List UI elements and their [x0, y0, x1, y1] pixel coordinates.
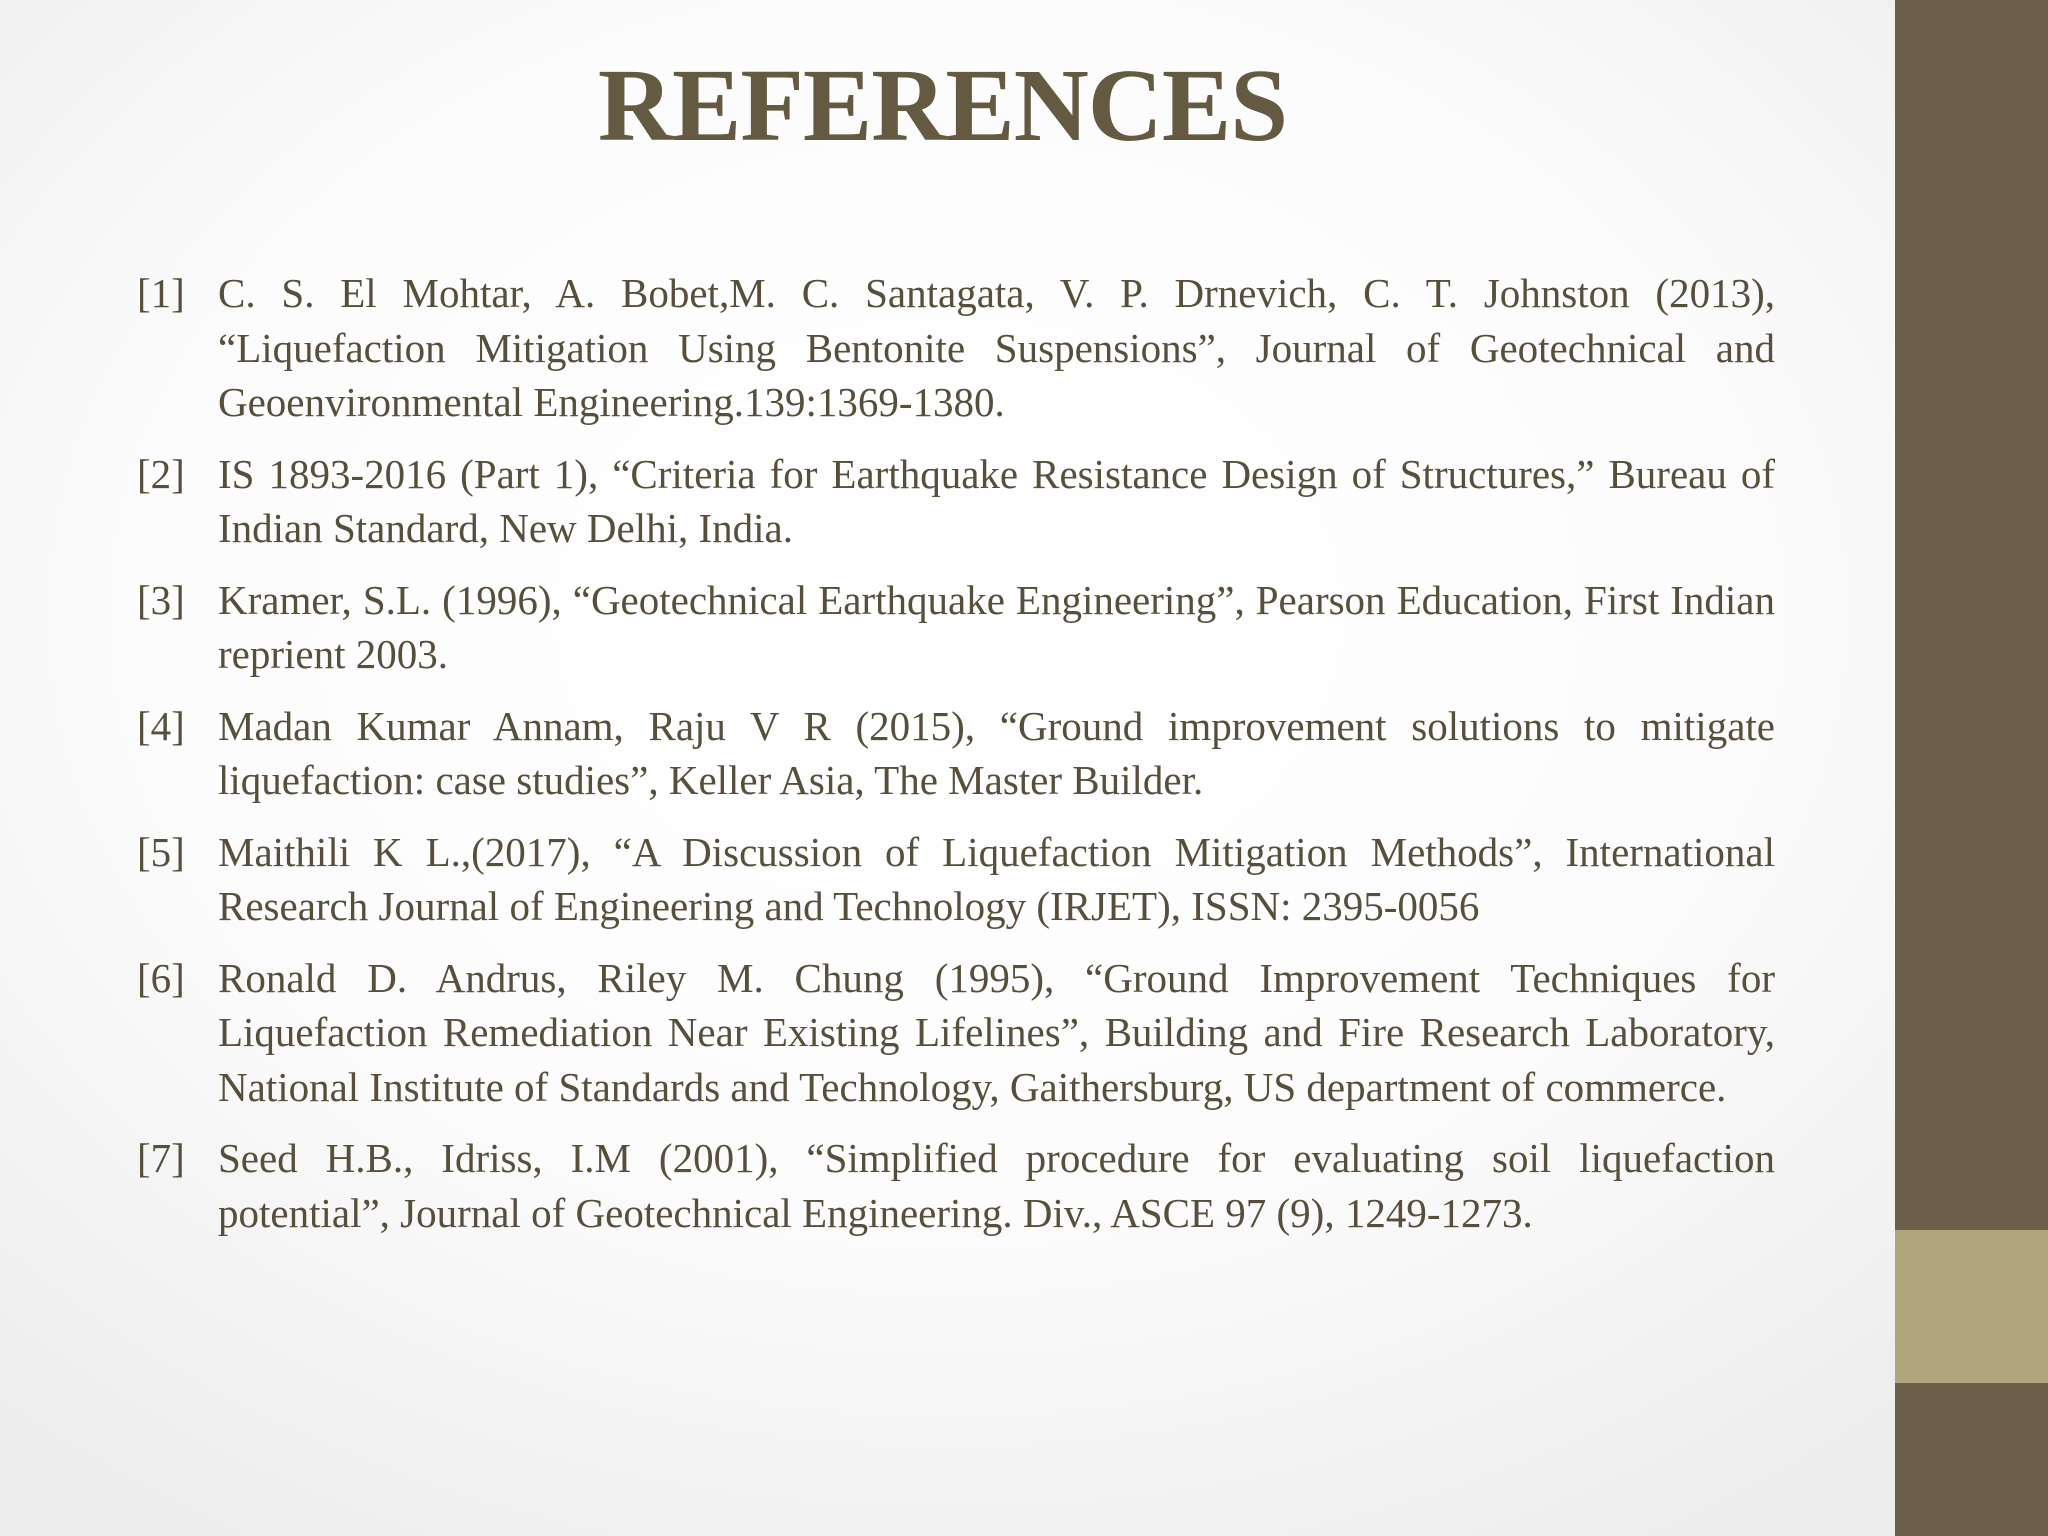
slide-title: REFERENCES — [597, 48, 1288, 163]
reference-number: [7] — [137, 1135, 185, 1181]
reference-number: [3] — [137, 576, 185, 623]
reference-item-2 — [137, 447, 1775, 556]
reference-item-7 — [137, 1131, 1775, 1240]
reference-text: IS 1893-2016 (Part 1), “Criteria for Earthquake Resistance Design of Structures,” Bureau of Indian Standard, New Delhi, India. — [218, 450, 1775, 551]
reference-text: Ronald D. Andrus, Riley M. Chung (1995), “Ground Improvement Techniques for Liquefaction Remediation Near Existing Lifelines”, Building and Fire Research Laboratory, National Institute of Standards and Technology, Gaithersburg, US department of commerce. — [218, 954, 1775, 1110]
reference-number: [6] — [137, 954, 185, 1001]
reference-list — [137, 266, 1775, 1257]
reference-text: Madan Kumar Annam, Raju V R (2015), “Ground improvement solutions to mitigate liquefaction: case studies”, Keller Asia, The Master Builder. — [218, 702, 1775, 803]
reference-number: [4] — [137, 702, 185, 749]
reference-item-6 — [137, 951, 1775, 1115]
reference-item-4 — [137, 699, 1775, 808]
reference-text: Maithili K L.,(2017), “A Discussion of Liquefaction Mitigation Methods”, International Research Journal of Engineering and Technology (IRJET), ISSN: 2395-0056 — [218, 828, 1775, 929]
reference-item-5 — [137, 825, 1775, 934]
reference-text: Kramer, S.L. (1996), “Geotechnical Earthquake Engineering”, Pearson Education, First Indian reprient 2003. — [218, 576, 1775, 677]
reference-item-1 — [137, 266, 1775, 430]
reference-number: [2] — [137, 450, 185, 497]
reference-number: [5] — [137, 828, 185, 875]
side-accent-decoration — [1895, 1230, 2048, 1383]
reference-item-3 — [137, 573, 1775, 682]
reference-number: [1] — [137, 270, 185, 316]
reference-text: C. S. El Mohtar, A. Bobet,M. C. Santagata, V. P. Drnevich, C. T. Johnston (2013), “Liquefaction Mitigation Using Bentonite Suspensions”, Journal of Geotechnical and Geoenvironmental Engineering.139:1369-1380. — [218, 270, 1775, 425]
reference-text: Seed H.B., Idriss, I.M (2001), “Simplified procedure for evaluating soil liquefaction potential”, Journal of Geotechnical Engineering. Div., ASCE 97 (9), 1249-1273. — [218, 1135, 1775, 1236]
